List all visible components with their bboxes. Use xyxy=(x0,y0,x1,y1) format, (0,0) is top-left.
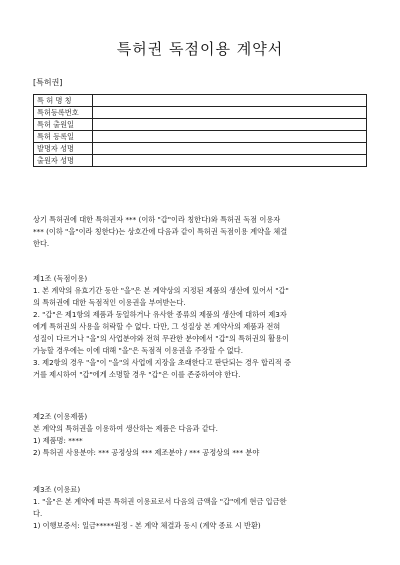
section-tag: [특허권] xyxy=(33,78,63,87)
info-value xyxy=(93,95,367,107)
article-2-line: 본 계약의 특허권을 이용하여 생산하는 제품은 다음과 같다. xyxy=(33,424,218,433)
info-row xyxy=(34,131,367,143)
article-1-line: 거를 제시하여 "갑"에게 소명할 경우 "갑"은 이를 존중하여야 한다. xyxy=(33,370,241,379)
info-value xyxy=(93,131,367,143)
intro-paragraph xyxy=(33,214,367,250)
article-1-line: 가능할 경우에는 이에 대해 "을"은 독점적 이용권을 주장할 수 없다. xyxy=(33,346,243,355)
patent-info-table xyxy=(33,94,367,167)
info-label: 특허 출원일 xyxy=(34,119,93,131)
article-2-line: 1) 제품명: **** xyxy=(33,436,83,445)
article-3-line: 제3조 (이용료) xyxy=(33,485,81,494)
article-3-line: 1. "을"은 본 계약에 따른 특허권 이용료로서 다음의 금액을 "갑"에게 현금 입금한 xyxy=(33,497,287,506)
article-2 xyxy=(33,411,367,459)
info-value xyxy=(93,155,367,167)
info-value xyxy=(93,143,367,155)
article-1-line: 제1조 (독점이용) xyxy=(33,274,88,283)
info-label: 특허등록번호 xyxy=(34,107,93,119)
document-title: 특허권 독점이용 계약서 xyxy=(116,40,284,58)
info-label: 특 허 명 칭 xyxy=(34,95,93,107)
article-1-line: 2. "갑"은 제1항의 제품과 동일하거나 유사한 종류의 제품의 생산에 대하여 제3자 xyxy=(33,310,287,319)
info-label: 특허 등록일 xyxy=(34,131,93,143)
article-1-line: 1. 본 계약의 유효기간 동안 "을"은 본 계약상의 지정된 제품의 생산에 있어서 "갑" xyxy=(33,286,289,295)
intro-line: 상기 특허권에 대한 특허권자 *** (이하 "갑"이라 칭한다)와 특허권 독점 이용자 xyxy=(33,215,281,224)
info-row xyxy=(34,143,367,155)
info-row xyxy=(34,95,367,107)
info-row xyxy=(34,119,367,131)
article-3-line: 1) 이행보증서: 일금*****원정 - 본 계약 체결과 동시 (계약 종료 시 반환) xyxy=(33,521,261,530)
intro-line: *** (이하 "을"이라 칭한다)는 상호간에 다음과 같이 특허권 독점이용 계약을 체결 xyxy=(33,227,288,236)
article-1-line: 성질이 다르거나 "을"의 사업분야와 전혀 무관한 분야에서 "갑"의 특허권의 활용이 xyxy=(33,334,289,343)
article-3 xyxy=(33,484,367,532)
info-row xyxy=(34,107,367,119)
article-1 xyxy=(33,273,367,381)
info-row xyxy=(34,155,367,167)
info-label: 출원자 성명 xyxy=(34,155,93,167)
article-3-line: 다. xyxy=(33,509,43,518)
article-1-line: 3. 제2항의 경우 "을"이 "을"의 사업에 지장을 초래한다고 판단되는 경우 합리적 증 xyxy=(33,358,292,367)
info-label: 발명자 성명 xyxy=(34,143,93,155)
article-2-line: 제2조 (이용제품) xyxy=(33,412,88,421)
article-1-line: 의 특허권에 대한 독점적인 이용권을 부여받는다. xyxy=(33,298,186,307)
intro-line: 한다. xyxy=(33,239,50,248)
article-1-line: 에게 특허권의 사용을 허락할 수 없다. 다만, 그 성질상 본 계약사의 제품과 전혀 xyxy=(33,322,281,331)
info-value xyxy=(93,119,367,131)
info-value xyxy=(93,107,367,119)
article-2-line: 2) 특허권 사용분야: *** 공정상의 *** 제조분야 / *** 공정상의 *** 분야 xyxy=(33,448,260,457)
